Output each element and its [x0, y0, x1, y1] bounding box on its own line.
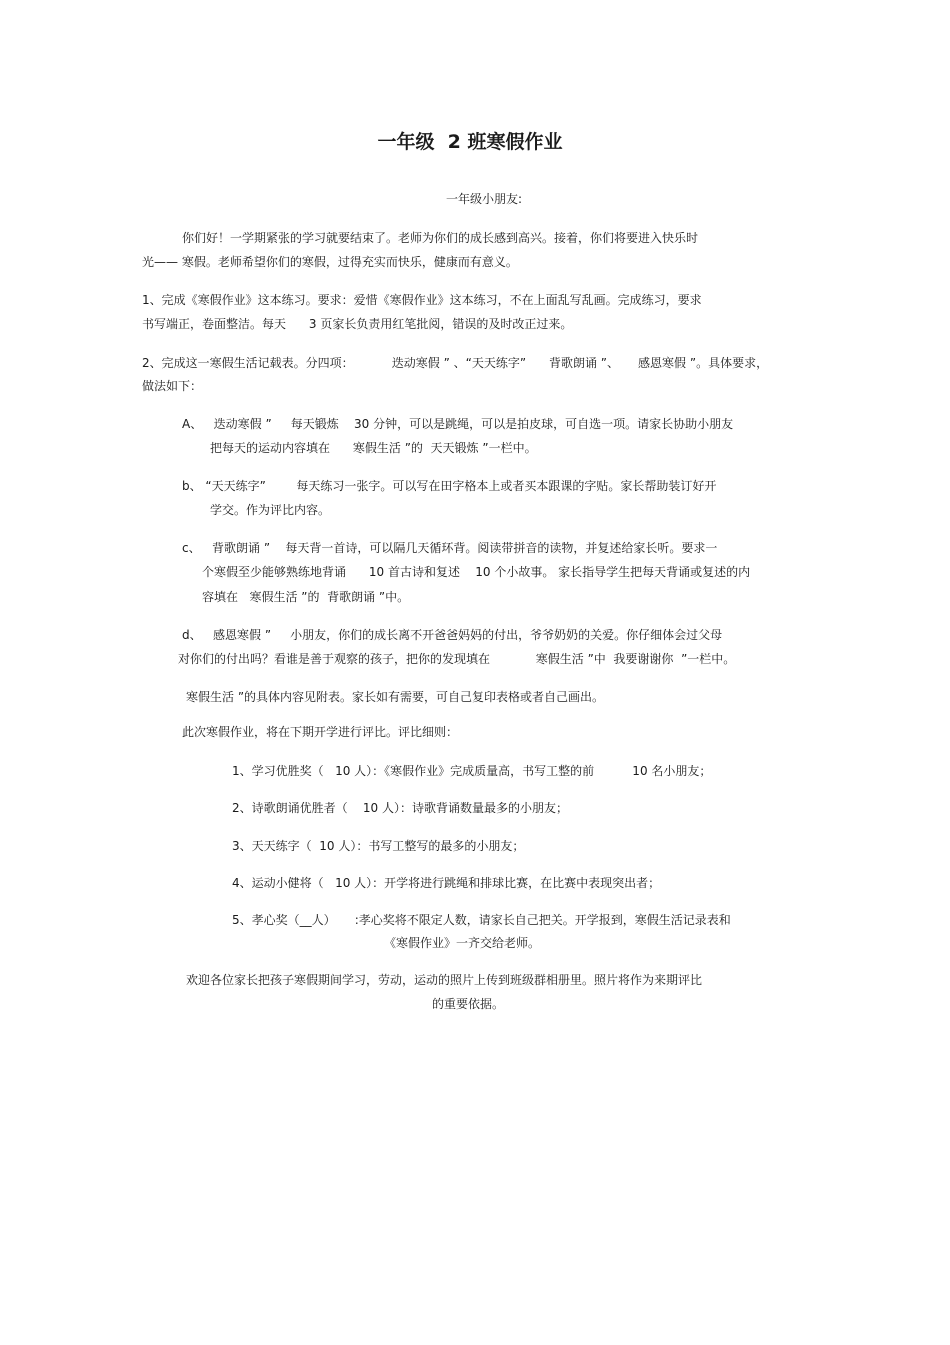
award-1: 1、学习优胜奖（ 10 人）：《寒假作业》完成质量高，书写工整的前 10 名小朋友；: [232, 764, 712, 778]
award-4: 4、运动小健将（ 10 人）：开学将进行跳绳和排球比赛，在比赛中表现突出者；: [232, 876, 661, 890]
award-5-line-1: 5、孝心奖（__人） :孝心奖将不限定人数，请家长自己把关。开学报到，寒假生活记录表和: [232, 913, 731, 927]
greeting: 一年级小朋友:: [446, 192, 523, 206]
award-5-line-2: 《寒假作业》一齐交给老师。: [384, 936, 541, 950]
sub-b-line-1: b、 “天天练字” 每天练习一张字。可以写在田字格本上或者买本跟课的字贴。家长帮助装订好开: [182, 479, 717, 493]
award-2: 2、诗歌朗诵优胜者（ 10 人）：诗歌背诵数量最多的小朋友；: [232, 801, 568, 815]
item2-line-1: 2、完成这一寒假生活记载表。分四项： 迭动寒假 ” 、“天天练字” 背歌朗诵 ”、 感恩寒假 ”。具体要求，: [142, 356, 769, 370]
sub-a-line-2: 把每天的运动内容填在 寒假生活 ”的 天天锻炼 ”一栏中。: [210, 441, 537, 455]
sub-b-line-2: 学交。作为评比内容。: [210, 503, 331, 517]
sub-c-line-3: 容填在 寒假生活 ”的 背歌朗诵 ”中。: [202, 590, 410, 604]
sub-d-line-2: 对你们的付出吗？看谁是善于观察的孩子，把你的发现填在 寒假生活 ”中 我要谢谢你 ”一栏中。: [178, 652, 736, 666]
closing-line-1: 欢迎各位家长把孩子寒假期间学习，劳动，运动的照片上传到班级群相册里。照片将作为来期评比: [186, 973, 703, 987]
item1-line-2: 书写端正，卷面整洁。每天 3 页家长负责用红笔批阅，错误的及时改正过来。: [142, 317, 573, 331]
page-title: 一年级 2 班寒假作业: [377, 131, 563, 153]
sub-c-line-1: c、 背歌朗诵 ” 每天背一首诗，可以隔几天循环背。阅读带拼音的读物，并复述给家长听。要求一: [182, 541, 718, 555]
sub-a-line-1: A、 迭动寒假 ” 每天锻炼 30 分钟，可以是跳绳，可以是拍皮球，可自选一项。请家长协助小朋友: [182, 417, 734, 431]
sub-d-line-1: d、 感恩寒假 ” 小朋友，你们的成长离不开爸爸妈妈的付出，爷爷奶奶的关爱。你仔细体会过父母: [182, 628, 723, 642]
evaluation-intro: 此次寒假作业，将在下期开学进行评比。评比细则：: [182, 725, 459, 739]
sub-c-line-2: 个寒假至少能够熟练地背诵 10 首古诗和复述 10 个小故事。 家长指导学生把每天背诵或复述的内: [202, 565, 751, 579]
attachment-note: 寒假生活 ”的具体内容见附表。家长如有需要，可自己复印表格或者自己画出。: [186, 690, 605, 704]
item2-line-2: 做法如下：: [142, 379, 203, 393]
item1-line-1: 1、完成《寒假作业》这本练习。要求：爱惜《寒假作业》这本练习，不在上面乱写乱画。完成练习，要求: [142, 293, 702, 307]
intro-line-2: 光—— 寒假。老师希望你们的寒假，过得充实而快乐，健康而有意义。: [142, 255, 518, 269]
award-3: 3、天天练字（ 10 人）：书写工整写的最多的小朋友；: [232, 839, 525, 853]
intro-line-1: 你们好！一学期紧张的学习就要结束了。老师为你们的成长感到高兴。接着，你们将要进入快乐时: [182, 231, 699, 245]
closing-line-2: 的重要依据。: [432, 997, 505, 1011]
